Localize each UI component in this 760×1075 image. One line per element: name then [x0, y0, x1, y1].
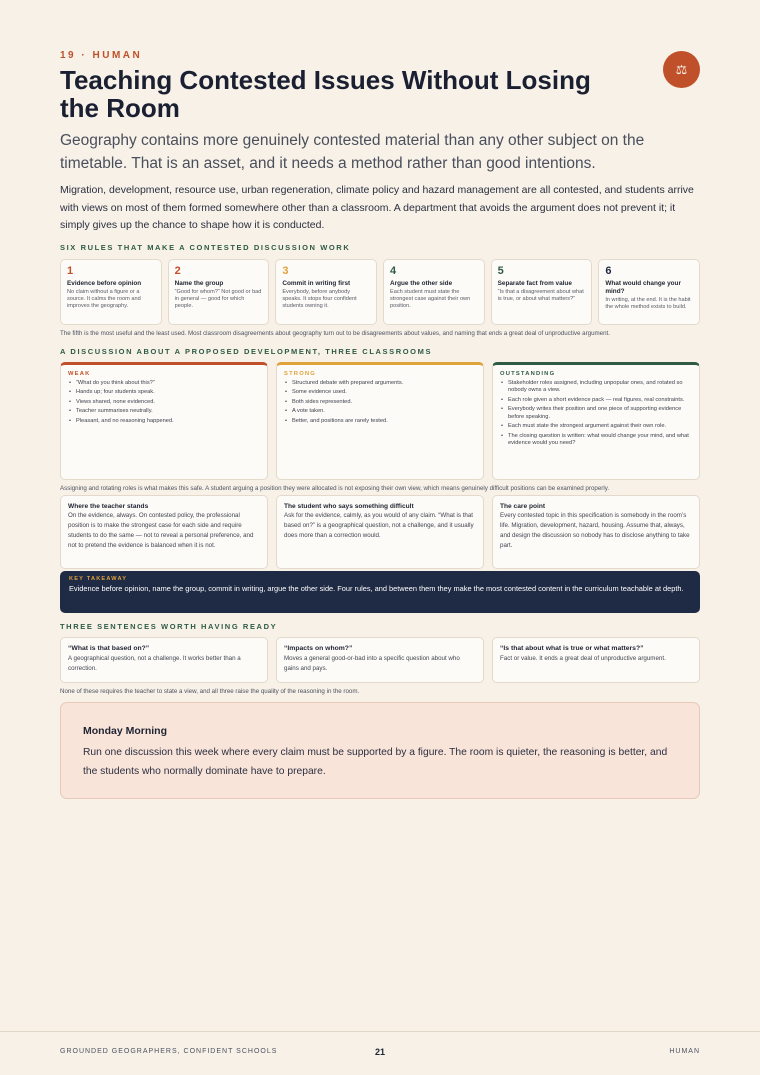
sentence-card: [60, 637, 268, 683]
classroom-list: [500, 380, 692, 448]
rule-desc: Each student must state the strongest case against their own position.: [389, 288, 471, 310]
page-footer: [0, 1031, 760, 1075]
rule-title: Argue the other side: [389, 279, 453, 287]
monday-title: Monday Morning: [83, 724, 167, 737]
rule-desc: “Is that a disagreement about what is true, or about what matters?”: [497, 288, 584, 302]
info-card-teacher: [60, 495, 268, 569]
rule-number: 2: [174, 264, 181, 277]
rule-title: What would change your mind?: [605, 279, 681, 295]
sentence-title: “Impacts on whom?”: [284, 644, 353, 652]
classrooms-note: Assigning and rotating roles is what makes this safe. A student arguing a position they were allocated is not exposing their own view, which means genuinely difficult positions can be examined properly.: [60, 484, 610, 492]
takeaway-label: KEY TAKEAWAY: [69, 575, 128, 582]
classroom-list: [284, 380, 476, 426]
rule-desc: No claim without a figure or a source. It calms the room and improves the geography.: [67, 288, 141, 310]
list-item: • Each must state the strongest argument against their own role.: [500, 423, 692, 431]
classroom-label: STRONG: [284, 370, 316, 377]
rule-desc: Everybody, before anybody speaks. It stops four confident students owning it.: [282, 288, 357, 310]
page-content: [60, 50, 700, 799]
sentence-card: [492, 637, 700, 683]
classroom-label: WEAK: [68, 370, 91, 377]
classroom-list: [68, 380, 260, 426]
sentence-desc: A geographical question, not a challenge. It works better than a correction.: [68, 654, 241, 672]
sentence-title: “What is that based on?”: [68, 644, 150, 652]
list-item: • Structured debate with prepared arguments.: [284, 380, 476, 388]
sentences-heading: THREE SENTENCES WORTH HAVING READY: [60, 621, 278, 631]
classrooms-heading: A DISCUSSION ABOUT A PROPOSED DEVELOPMENT, THREE CLASSROOMS: [60, 346, 433, 356]
scales-icon: ⚖: [663, 51, 700, 88]
monday-text: Run one discussion this week where every claim must be supported by a figure. The room is quieter, the reasoning is better, and the students who normally dominate have to prepare.: [83, 746, 668, 777]
list-item: • A vote taken.: [284, 408, 476, 416]
rule-number: 4: [389, 264, 397, 277]
rule-card: [60, 259, 162, 325]
info-desc: Ask for the evidence, calmly, as you would of any claim. “What is that based on?” is a geographical question, not a challenge, and it usually does more than a correction would.: [284, 511, 474, 539]
list-item: • Each role given a short evidence pack — real figures, real constraints.: [500, 397, 692, 405]
page-number: 21: [374, 1047, 385, 1057]
rule-number: 5: [497, 264, 504, 277]
list-item: • Both sides represented.: [284, 399, 476, 407]
info-title: The student who says something difficult: [284, 502, 414, 510]
rules-note: The fifth is the most useful and the least used. Most classroom disagreements about geography turn out to be disagreements about values, and naming that ends a great deal of unproductive argument.: [60, 329, 610, 337]
sentence-desc: Fact or value. It ends a great deal of unproductive argument.: [500, 654, 666, 662]
sentences-note: None of these requires the teacher to state a view, and all three raise the quality of the reasoning in the room.: [60, 687, 360, 695]
rule-card: [491, 259, 593, 325]
rule-desc: In writing, at the end. It is the habit the whole method exists to build.: [605, 296, 691, 310]
rules-heading: SIX RULES THAT MAKE A CONTESTED DISCUSSION WORK: [60, 242, 351, 252]
rule-card: [168, 259, 270, 325]
list-item: • Views shared, none evidenced.: [68, 399, 260, 407]
list-item: • The closing question is written: what would change your mind, and what evidence would you need?: [500, 433, 692, 448]
classrooms-grid: [60, 362, 700, 480]
takeaway-text: Evidence before opinion, name the group, commit in writing, argue the other side. Four rules, and between them they make the most contested content in the curriculum teachable at depth.: [69, 583, 684, 593]
classroom-card-strong: [276, 362, 484, 480]
rule-number: 6: [605, 264, 612, 277]
classroom-card-outstanding: [492, 362, 700, 480]
rule-title: Evidence before opinion: [67, 279, 142, 287]
list-item: • Better, and positions are rarely tested.: [284, 418, 476, 426]
page-title: Teaching Contested Issues Without Losing the Room: [60, 65, 591, 123]
sentence-card: [276, 637, 484, 683]
sentence-desc: Moves a general good-or-bad into a specific question about who gains and pays.: [284, 654, 460, 672]
rule-title: Name the group: [174, 279, 224, 287]
info-card-student: [276, 495, 484, 569]
rule-title: Separate fact from value: [497, 279, 572, 287]
standfirst: Geography contains more genuinely contested material than any other subject on the timetable. That is an asset, and it needs a method rather than good intentions.: [60, 132, 645, 172]
sentence-title: “Is that about what is true or what matters?”: [500, 644, 644, 652]
classroom-card-weak: [60, 362, 268, 480]
rule-number: 1: [67, 264, 74, 277]
footer-section: HUMAN: [669, 1048, 700, 1055]
info-title: Where the teacher stands: [68, 502, 149, 510]
rule-card: [275, 259, 377, 325]
rules-grid: [60, 259, 700, 325]
list-item: • Everybody writes their position and one piece of supporting evidence before speaking.: [500, 406, 692, 421]
list-item: • Teacher summarises neutrally.: [68, 408, 260, 416]
info-title: The care point: [500, 502, 546, 510]
list-item: • Some evidence used.: [284, 389, 476, 397]
info-desc: Every contested topic in this specification is somebody in the room’s life. Migration, development, hazard, housing. Assume that, always, and design the discussion so nobody has to disclose anything to take part.: [500, 511, 690, 550]
classroom-label: OUTSTANDING: [500, 370, 556, 377]
sentences-grid: [60, 637, 700, 683]
rule-title: Commit in writing first: [282, 279, 351, 287]
list-item: • Stakeholder roles assigned, including unpopular ones, and rotated so nobody owns a view.: [500, 380, 692, 395]
rule-card: [598, 259, 700, 325]
key-takeaway: [60, 571, 700, 613]
intro-paragraph: Migration, development, resource use, urban regeneration, climate policy and hazard management are all contested, and students arrive with views on most of them formed somewhere other than a classroom. A department that avoids the argument does not prevent it; it simply gives up the chance to shape how it is conducted.: [60, 184, 694, 231]
chapter-kicker: 19 · HUMAN: [60, 50, 143, 61]
rule-card: [383, 259, 485, 325]
info-desc: On the evidence, always. On contested policy, the professional position is to make the strongest case for each side and require students to do the same — not to reveal a personal preference, and not to pretend the evidence is balanced when it is not.: [68, 511, 254, 550]
rule-number: 3: [282, 264, 289, 277]
info-card-care: [492, 495, 700, 569]
info-grid: [60, 495, 700, 569]
list-item: • “What do you think about this?”: [68, 380, 260, 388]
footer-publication: GROUNDED GEOGRAPHERS, CONFIDENT SCHOOLS: [60, 1048, 278, 1055]
list-item: • Hands up; four students speak.: [68, 389, 260, 397]
list-item: • Pleasant, and no reasoning happened.: [68, 418, 260, 426]
rule-desc: “Good for whom?” Not good or bad in general — good for which people.: [174, 288, 262, 310]
monday-morning-box: [60, 702, 700, 799]
